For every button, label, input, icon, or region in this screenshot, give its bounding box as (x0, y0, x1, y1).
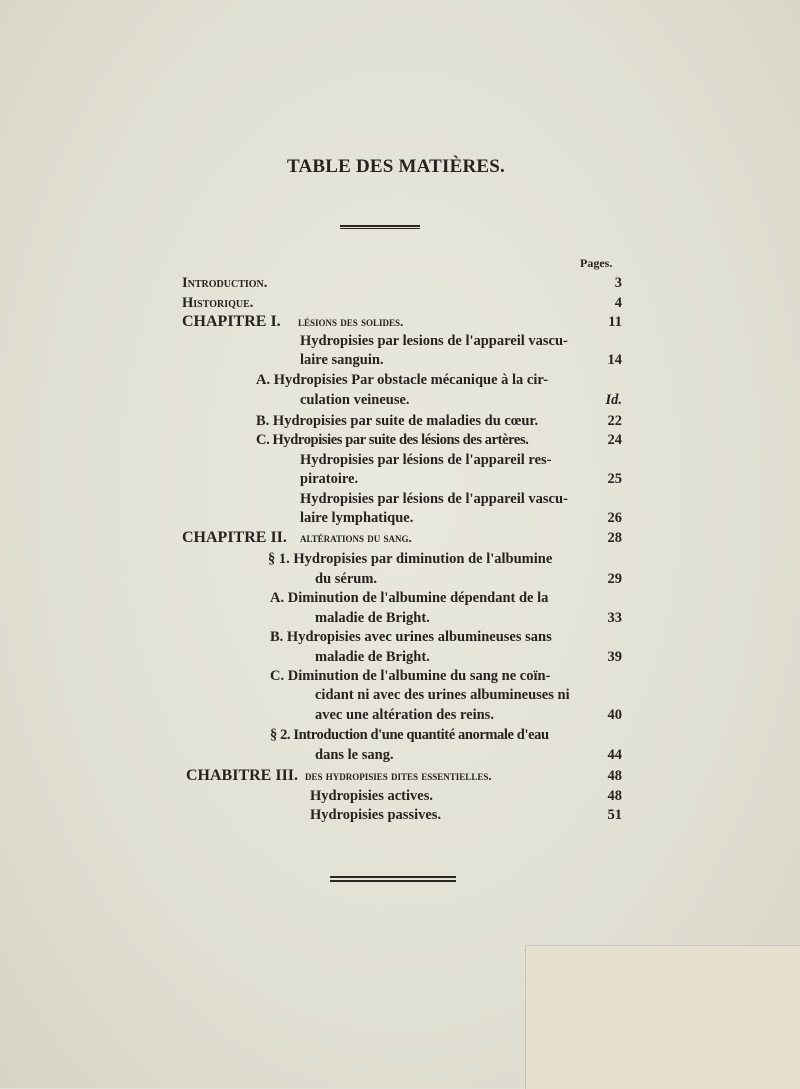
toc-entry (0, 745, 800, 765)
entry-text: lésions des solides. (298, 314, 404, 329)
toc-entry (0, 608, 800, 628)
entry-text: C. Diminution de l'albumine du sang ne coïn- (270, 668, 551, 684)
pages-column-header: Pages. (580, 256, 613, 270)
entry-page: 51 (607, 807, 622, 823)
title-rule (340, 225, 420, 227)
toc-entry (0, 786, 800, 806)
entry-text: laire lymphatique. (300, 510, 414, 526)
entry-text: laire sanguin. (300, 352, 384, 368)
toc-chapter (0, 766, 800, 786)
entry-text: maladie de Bright. (315, 649, 430, 665)
entry-page: 14 (607, 352, 622, 368)
closing-rule (330, 876, 456, 878)
entry-text: C. Hydropisies par suite des lésions des artères. (256, 432, 529, 448)
toc-title-text: TABLE DES MATIÈRES. (287, 156, 505, 177)
entry-page: 29 (607, 571, 622, 587)
entry-text: des hydropisies dites essentielles. (305, 768, 492, 783)
entry-text: altérations du sang. (300, 530, 412, 545)
toc-entry (0, 350, 800, 370)
entry-page: 4 (614, 295, 622, 311)
entry-text: cidant ni avec des urines albumineuses ni (315, 687, 570, 703)
toc-entry (0, 469, 800, 489)
toc-entry (0, 647, 800, 667)
entry-text: Historique. (182, 295, 254, 311)
toc-entry (0, 489, 800, 509)
entry-text: Hydropisies par lésions de l'appareil res- (300, 452, 552, 468)
entry-text: culation veineuse. (300, 392, 410, 408)
toc-entry (0, 569, 800, 589)
chapter-label: CHAPITRE I. (182, 313, 281, 330)
entry-page: 25 (607, 471, 622, 487)
toc-entry (0, 293, 800, 313)
entry-text: Hydropisies par lesions de l'appareil vascu- (300, 333, 568, 349)
entry-text: Hydropisies par lésions de l'appareil vascu- (300, 491, 568, 507)
paper-fold-patch (525, 945, 800, 1089)
entry-text: A. Hydropisies Par obstacle mécanique à la cir- (256, 372, 549, 388)
entry-page: 24 (607, 432, 622, 448)
entry-page: 39 (607, 649, 622, 665)
entry-page: 48 (607, 788, 622, 804)
entry-page: 28 (607, 530, 622, 546)
toc-entry (0, 508, 800, 528)
entry-page: 11 (608, 314, 622, 330)
toc-entry (0, 685, 800, 705)
toc-entry (0, 273, 800, 293)
entry-text: § 2. Introduction d'une quantité anormale d'eau (270, 727, 549, 743)
entry-page: 48 (607, 768, 622, 784)
toc-chapter (0, 312, 800, 332)
toc-entry (0, 450, 800, 470)
toc-entry (0, 725, 800, 745)
chapter-label: CHAPITRE II. (182, 529, 287, 546)
toc-entry (0, 588, 800, 608)
entry-page: 44 (607, 747, 622, 763)
toc-chapter (0, 528, 800, 548)
toc-entry (0, 549, 800, 569)
entry-text: Introduction. (182, 275, 268, 291)
toc-entry (0, 370, 800, 390)
entry-text: maladie de Bright. (315, 610, 430, 626)
entry-text: B. Hydropisies avec urines albumineuses sans (270, 629, 552, 645)
entry-text: Hydropisies passives. (310, 807, 442, 823)
toc-entry (0, 666, 800, 686)
entry-text: dans le sang. (315, 747, 394, 763)
toc-entry (0, 331, 800, 351)
toc-entry (0, 805, 800, 825)
entry-text: avec une altération des reins. (315, 707, 494, 723)
entry-page: 40 (607, 707, 622, 723)
entry-page: 3 (614, 275, 622, 291)
chapter-label: CHABITRE III. (186, 767, 299, 784)
toc-entry (0, 411, 800, 431)
entry-text: piratoire. (300, 471, 359, 487)
entry-text: Hydropisies actives. (310, 788, 433, 804)
toc-entry (0, 430, 800, 450)
toc-entry (0, 705, 800, 725)
toc-entry (0, 627, 800, 647)
entry-page: 22 (607, 413, 622, 429)
entry-page: 33 (607, 610, 622, 626)
entry-text: B. Hydropisies par suite de maladies du cœur. (256, 413, 539, 429)
entry-text: A. Diminution de l'albumine dépendant de la (270, 590, 549, 606)
entry-page: 26 (607, 510, 622, 526)
toc-entry (0, 390, 800, 410)
entry-text: § 1. Hydropisies par diminution de l'albumine (268, 551, 553, 567)
entry-text: du sérum. (315, 571, 378, 587)
entry-page: Id. (605, 392, 622, 408)
